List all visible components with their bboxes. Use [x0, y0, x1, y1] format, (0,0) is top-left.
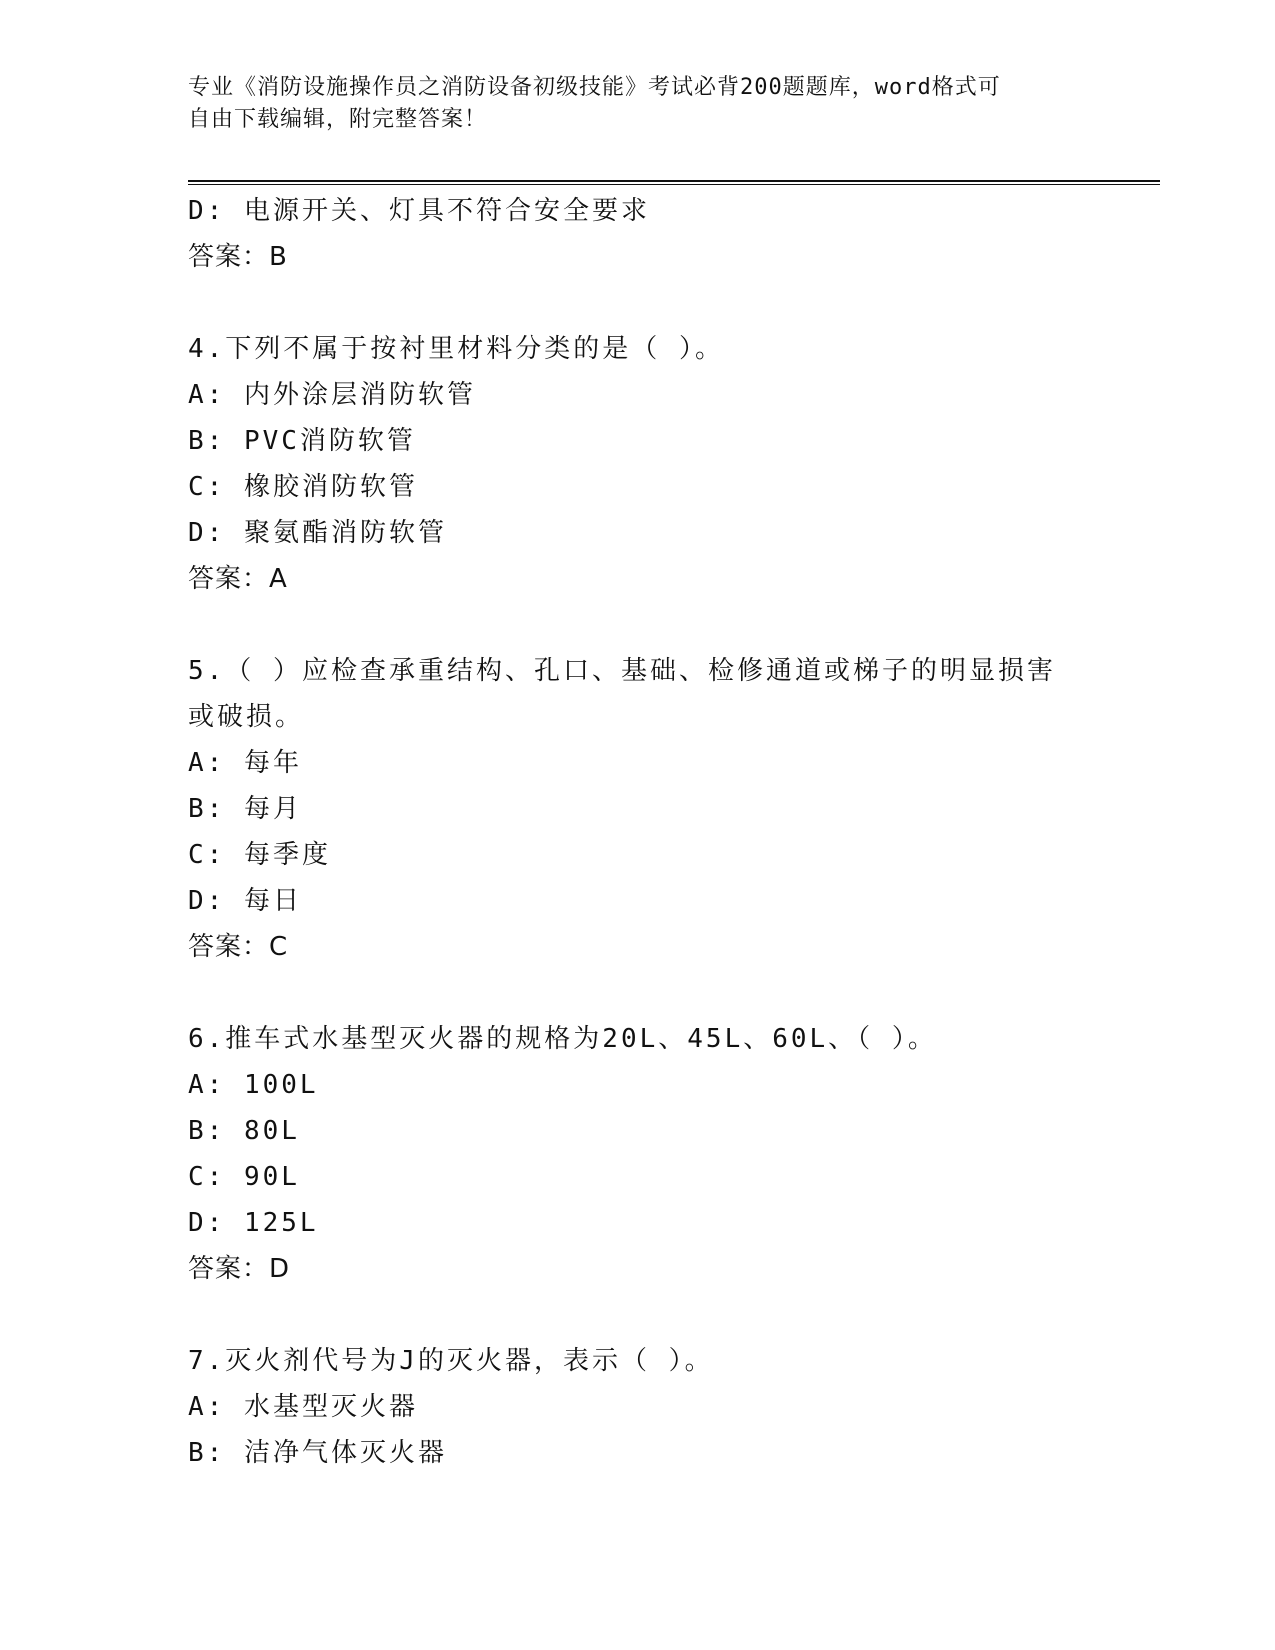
option-d: D: 聚氨酯消防软管: [188, 518, 447, 548]
answer-line: 答案：A: [188, 564, 288, 594]
option-c: C: 90L: [188, 1162, 300, 1192]
header-line-1: 专业《消防设施操作员之消防设备初级技能》考试必背200题题库，word格式可: [188, 75, 1001, 100]
answer-line: 答案：C: [188, 932, 289, 962]
question-7: [188, 1338, 1088, 1476]
question-stem: 4.下列不属于按衬里材料分类的是（ ）。: [188, 334, 724, 364]
header-divider-thin: [188, 184, 1160, 185]
spacer: [188, 1292, 1088, 1338]
answer-line: 答案：B: [188, 242, 288, 272]
option-b: B: PVC消防软管: [188, 426, 416, 456]
option-a: A: 水基型灭火器: [188, 1392, 418, 1422]
question-6: [188, 1016, 1088, 1292]
question-stem: 7.灭火剂代号为J的灭火器，表示（ ）。: [188, 1346, 714, 1376]
option-b: B: 80L: [188, 1116, 300, 1146]
option-d: D: 125L: [188, 1208, 319, 1238]
option-c: C: 橡胶消防软管: [188, 472, 418, 502]
spacer: [188, 280, 1088, 326]
option-c: C: 每季度: [188, 840, 331, 870]
option-a: A: 内外涂层消防软管: [188, 380, 476, 410]
document-header: [188, 72, 1088, 136]
spacer: [188, 970, 1088, 1016]
option-a: A: 100L: [188, 1070, 319, 1100]
question-stem-line-2: 或破损。: [188, 702, 305, 732]
answer-line: 答案：D: [188, 1254, 291, 1284]
option-b: B: 每月: [188, 794, 302, 824]
option-d: D: 每日: [188, 886, 302, 916]
question-fragment: [188, 188, 1088, 280]
question-list: [188, 188, 1088, 1476]
header-divider-thick: [188, 180, 1160, 182]
question-4: [188, 326, 1088, 602]
option-d: D: 电源开关、灯具不符合安全要求: [188, 196, 650, 226]
header-line-2: 自由下载编辑，附完整答案！: [188, 107, 488, 132]
option-b: B: 洁净气体灭火器: [188, 1438, 447, 1468]
option-a: A: 每年: [188, 748, 302, 778]
question-stem-line-1: 5.（ ）应检查承重结构、孔口、基础、检修通道或梯子的明显损害: [188, 656, 1056, 686]
question-5: [188, 648, 1088, 970]
question-stem: 6.推车式水基型灭火器的规格为20L、45L、60L、（ ）。: [188, 1024, 937, 1054]
spacer: [188, 602, 1088, 648]
